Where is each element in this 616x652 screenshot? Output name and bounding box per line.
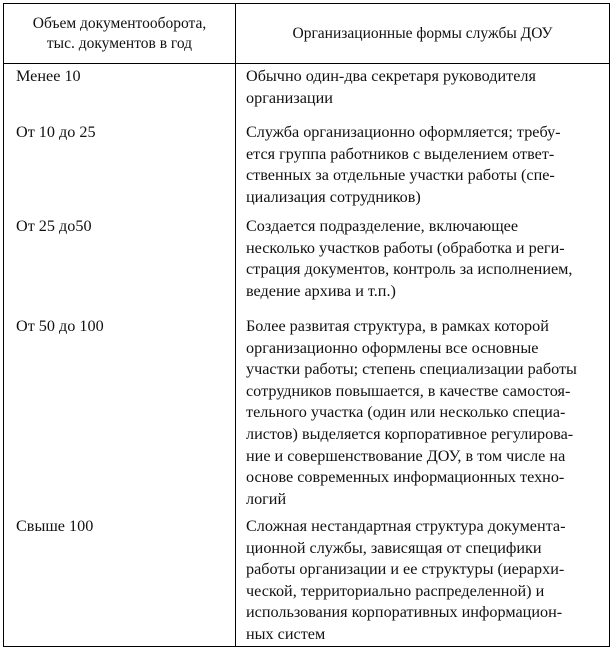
table-row xyxy=(4,516,609,646)
header-volume-text: Объем документооборота, тыс. документов в год xyxy=(32,14,207,52)
form-cell: Сложная нестандартная структура документа- ционной службы, зависящая от специфики работы организации и ее структуры (иерархи- ческой, территориально распределенной) и использования корпоративных информацион- ных систем xyxy=(246,517,566,643)
table-row xyxy=(4,316,609,512)
header-forms-text: Организационные формы службы ДОУ xyxy=(292,24,553,42)
volume-cell: Свыше 100 xyxy=(16,517,94,535)
table-header-row xyxy=(4,4,609,64)
form-cell: Создается подразделение, включающее несколько участков работы (обработка и реги- страция документов, контроль за исполнением, ведение архива и т.п.) xyxy=(246,217,573,300)
table-row xyxy=(4,66,609,114)
form-cell: Более развитая структура, в рамках которой организационно оформлены все основные участки работы; степень специализации работы сотрудников повышается, в качестве самостоя- тельного участка (один или несколько специа- листов) выделяется корпоративное регулирова- ние и совершенствование ДОУ, в том числе на основе современных информационных техно- логий xyxy=(246,317,577,508)
volume-cell: От 25 до50 xyxy=(16,217,92,235)
form-cell: Служба организационно оформляется; требу- ется группа работников с выделением ответ- ственных за отдельные участки работы (спе- циализация сотрудников) xyxy=(246,123,561,206)
volume-cell: От 10 до 25 xyxy=(16,123,96,141)
volume-cell: От 50 до 100 xyxy=(16,317,104,335)
header-forms xyxy=(236,4,609,63)
header-volume xyxy=(4,4,235,63)
table-row xyxy=(4,122,609,212)
document-table xyxy=(3,3,610,647)
volume-cell: Менее 10 xyxy=(16,67,81,85)
table-row xyxy=(4,216,609,306)
form-cell: Обычно один-два секретаря руководителя организации xyxy=(246,67,536,107)
